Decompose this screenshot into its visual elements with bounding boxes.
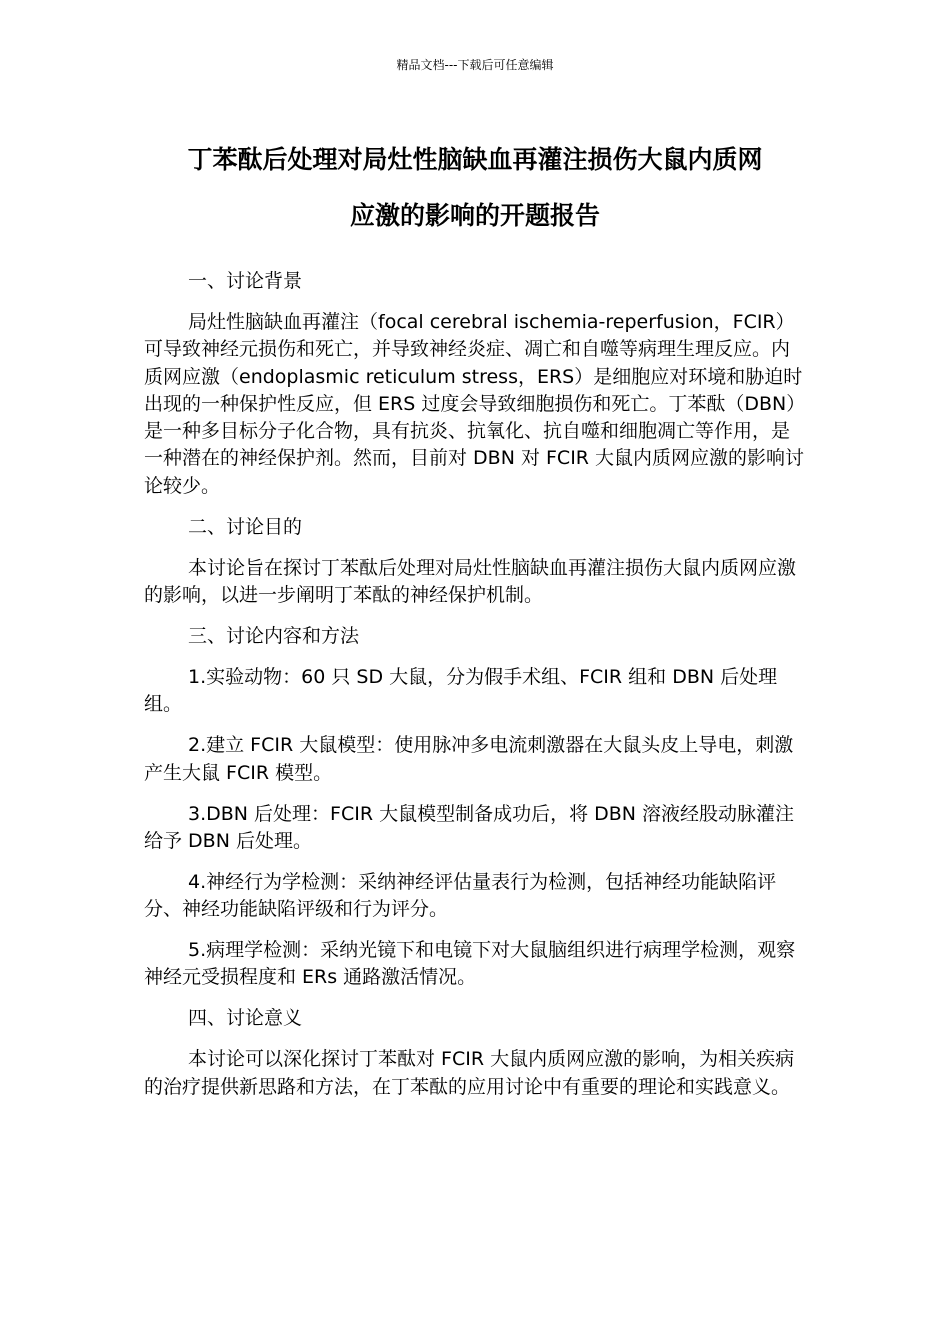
significance-paragraph: 本讨论可以深化探讨丁苯酞对 FCIR 大鼠内质网应激的影响，为相关疾病的治疗提供新思路和方法，在丁苯酞的应用讨论中有重要的理论和实践意义。	[144, 1048, 795, 1098]
title-line-2: 应激的影响的开题报告	[349, 201, 600, 230]
page-header: 精品文档---下载后可任意编辑	[396, 58, 554, 72]
section-heading-methods: 三、讨论内容和方法	[188, 625, 360, 648]
method-item-neurobehavior: 4.神经行为学检测：采纳神经评估量表行为检测，包括神经功能缺陷评分、神经功能缺陷评级和行为评分。	[144, 870, 777, 921]
method-item-postconditioning: 3.DBN 后处理：FCIR 大鼠模型制备成功后，将 DBN 溶液经股动脉灌注给予 DBN 后处理。	[144, 802, 795, 852]
method-item-animals: 1.实验动物：60 只 SD 大鼠，分为假手术组、FCIR 组和 DBN 后处理组。	[144, 666, 778, 716]
method-item-pathology: 5.病理学检测：采纳光镜下和电镜下对大鼠脑组织进行病理学检测，观察神经元受损程度和 ERs 通路激活情况。	[144, 939, 796, 989]
section-heading-purpose: 二、讨论目的	[188, 515, 303, 538]
section-heading-significance: 四、讨论意义	[188, 1007, 303, 1030]
purpose-paragraph: 本讨论旨在探讨丁苯酞后处理对局灶性脑缺血再灌注损伤大鼠内质网应激的影响，以进一步阐明丁苯酞的神经保护机制。	[144, 556, 797, 607]
document-title	[110, 132, 840, 244]
document-body	[144, 268, 806, 1115]
section-heading-background: 一、讨论背景	[188, 270, 303, 292]
title-line-1: 丁苯酞后处理对局灶性脑缺血再灌注损伤大鼠内质网	[187, 145, 763, 174]
background-paragraph: 局灶性脑缺血再灌注（focal cerebral ischemia-reperfusion，FCIR）可导致神经元损伤和死亡，并导致神经炎症、凋亡和自噬等病理生理反应。内质网应激（endoplasmic reticulum stress，ERS）是细胞应对环境和胁迫时出现的一种保护性反应，但 ERS 过度会导致细胞损伤和死亡。丁苯酞（DBN）是一种多目标分子化合物，具有抗炎、抗氧化、抗自噬和细胞凋亡等作用，是一种潜在的神经保护剂。然而，目前对 DBN 对 FCIR 大鼠内质网应激的影响讨论较少。	[144, 310, 806, 497]
method-item-model: 2.建立 FCIR 大鼠模型：使用脉冲多电流刺激器在大鼠头皮上导电，刺激产生大鼠 FCIR 模型。	[144, 734, 794, 784]
